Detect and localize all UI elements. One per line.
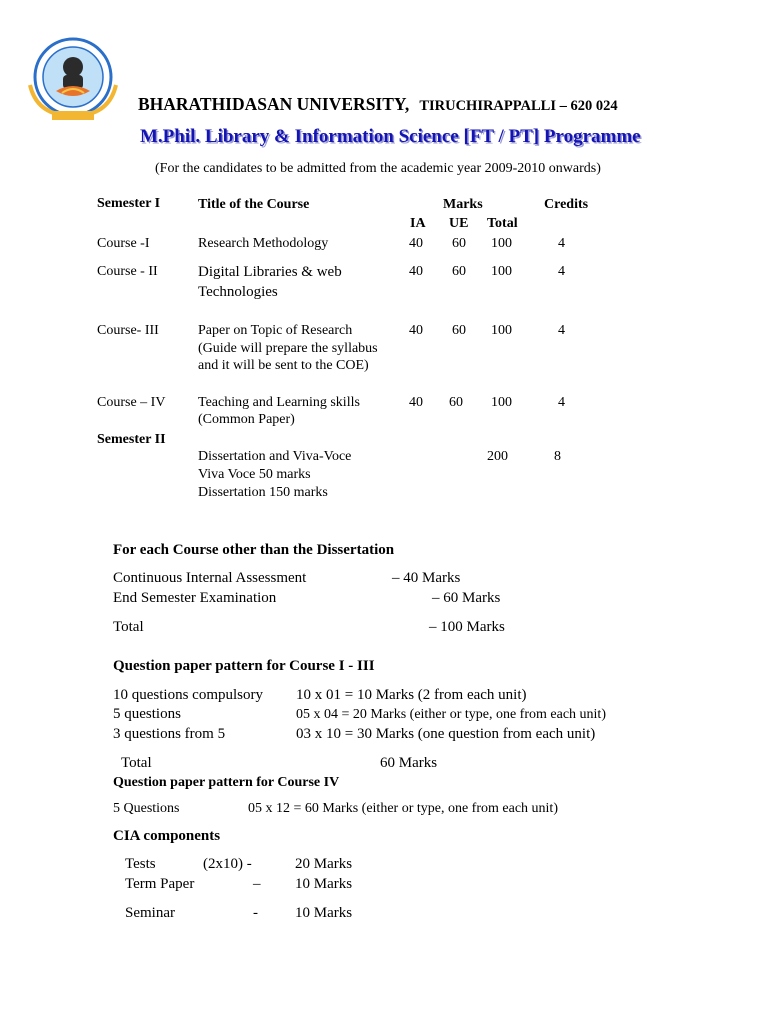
dissertation-title-line2: Viva Voce 50 marks: [198, 467, 311, 482]
course-4-title-line1: Teaching and Learning skills: [198, 395, 360, 410]
total-value: – 100 Marks: [429, 619, 505, 635]
course-1-ue: 60: [452, 236, 466, 251]
cia-seminar-dash: -: [253, 905, 258, 921]
ese-label: End Semester Examination: [113, 590, 277, 606]
course-2-title-line2: Technologies: [198, 284, 278, 300]
course-1-title: Research Methodology: [198, 236, 329, 251]
course-2-ue: 60: [452, 264, 466, 279]
course-3-ue: 60: [452, 323, 466, 338]
pattern-row-2-label: 5 questions: [113, 706, 181, 722]
course-4-title-line2: (Common Paper): [198, 412, 295, 427]
pattern-4-label: 5 Questions: [113, 801, 180, 816]
course-2-total: 100: [491, 264, 512, 279]
pattern-4-heading: Question paper pattern for Course IV: [113, 775, 340, 790]
course-2-title-line1: Digital Libraries & web: [198, 264, 342, 280]
cia-seminar-label: Seminar: [125, 905, 175, 921]
university-city: TIRUCHIRAPPALLI – 620 024: [419, 98, 618, 114]
col-ue-header: UE: [449, 216, 469, 231]
cia-value: – 40 Marks: [392, 570, 461, 586]
course-1-label: Course -I: [97, 236, 150, 251]
course-1-ia: 40: [409, 236, 423, 251]
course-4-ue: 60: [449, 395, 463, 410]
pattern-row-2-value: 05 x 04 = 20 Marks (either or type, one from each unit): [296, 707, 606, 722]
ese-value: – 60 Marks: [432, 590, 501, 606]
cia-tests-sub: (2x10) -: [203, 856, 252, 872]
course-3-total: 100: [491, 323, 512, 338]
pattern-total-label: Total: [121, 755, 152, 771]
cia-term-paper-value: 10 Marks: [295, 876, 353, 892]
course-2-credits: 4: [558, 264, 565, 279]
course-3-title-line2: (Guide will prepare the syllabus: [198, 341, 378, 356]
cia-label: Continuous Internal Assessment: [113, 570, 307, 586]
pattern-row-1-value: 10 x 01 = 10 Marks (2 from each unit): [296, 687, 527, 703]
course-3-credits: 4: [558, 323, 565, 338]
col-marks-header: Marks: [443, 197, 483, 212]
each-course-heading: For each Course other than the Dissertation: [113, 542, 395, 558]
programme-title: M.Phil. Library & Information Science [FT / PT] Programme: [140, 126, 641, 147]
course-1-total: 100: [491, 236, 512, 251]
col-ia-header: IA: [410, 216, 426, 231]
pattern-1-3-heading: Question paper pattern for Course I - III: [113, 658, 375, 674]
pattern-total-value: 60 Marks: [380, 755, 438, 771]
course-3-label: Course- III: [97, 323, 159, 338]
course-3-ia: 40: [409, 323, 423, 338]
course-1-credits: 4: [558, 236, 565, 251]
pattern-row-3-label: 3 questions from 5: [113, 726, 226, 742]
dissertation-credits: 8: [554, 449, 561, 464]
cia-tests-label: Tests: [125, 856, 156, 872]
pattern-row-3-value: 03 x 10 = 30 Marks (one question from each unit): [296, 726, 596, 742]
university-seal-logo: [22, 35, 124, 123]
col-title-header: Title of the Course: [198, 197, 310, 212]
total-label: Total: [113, 619, 144, 635]
dissertation-title-line3: Dissertation 150 marks: [198, 485, 328, 500]
cia-tests-value: 20 Marks: [295, 856, 353, 872]
cia-term-paper-dash: –: [253, 876, 261, 892]
cia-term-paper-label: Term Paper: [125, 876, 195, 892]
course-4-label: Course – IV: [97, 395, 166, 410]
course-4-total: 100: [491, 395, 512, 410]
university-header: [138, 94, 618, 115]
col-total-header: Total: [487, 216, 518, 231]
course-3-title-line1: Paper on Topic of Research: [198, 323, 353, 338]
admission-note: (For the candidates to be admitted from the academic year 2009-2010 onwards): [155, 161, 601, 176]
course-4-ia: 40: [409, 395, 423, 410]
semester-2-label: Semester II: [97, 432, 166, 447]
semester-1-label: Semester I: [97, 196, 161, 211]
course-2-ia: 40: [409, 264, 423, 279]
pattern-4-value: 05 x 12 = 60 Marks (either or type, one from each unit): [248, 801, 558, 816]
col-credits-header: Credits: [544, 197, 589, 212]
cia-seminar-value: 10 Marks: [295, 905, 353, 921]
course-2-label: Course - II: [97, 264, 158, 279]
dissertation-total: 200: [487, 449, 508, 464]
cia-heading: CIA components: [113, 828, 221, 844]
pattern-row-1-label: 10 questions compulsory: [113, 687, 263, 703]
course-4-credits: 4: [558, 395, 565, 410]
dissertation-title-line1: Dissertation and Viva-Voce: [198, 449, 352, 464]
university-name: BHARATHIDASAN UNIVERSITY,: [138, 94, 410, 114]
course-3-title-line3: and it will be sent to the COE): [198, 358, 369, 373]
